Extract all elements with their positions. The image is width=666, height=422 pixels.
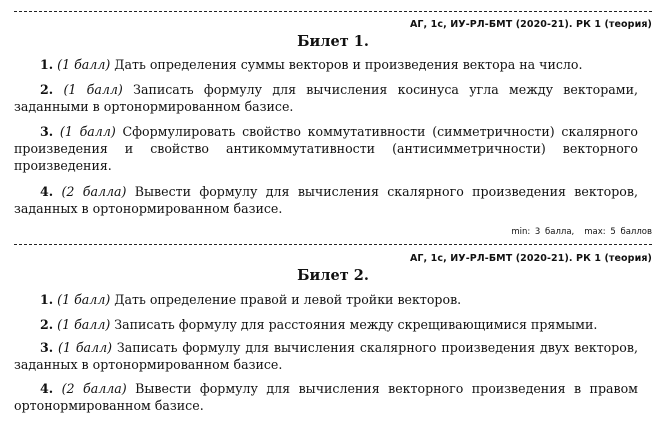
ticket-2-header: АГ, 1с, ИУ-РЛ-БМТ (2020-21). РК 1 (теория) bbox=[409, 253, 652, 264]
question-number: 4. bbox=[40, 184, 54, 199]
question-points: (2 балла) bbox=[61, 184, 127, 199]
ticket-2-question-1 bbox=[14, 291, 638, 308]
question-text: Вывести формулу для вычисления скалярного произведения векторов, заданных в ортонормированном базисе. bbox=[14, 184, 638, 216]
question-text: Дать определение правой и левой тройки векторов. bbox=[114, 292, 462, 307]
question-number: 3. bbox=[40, 124, 54, 139]
question-points: (1 балл) bbox=[58, 340, 113, 355]
question-number: 2. bbox=[40, 317, 54, 332]
ticket-2-question-4 bbox=[14, 380, 638, 414]
question-points: (2 балла) bbox=[61, 381, 127, 396]
question-text: Записать формулу для вычисления скалярного произведения двух векторов, заданных в ортонормированном базисе. bbox=[14, 340, 638, 372]
question-text: Дать определения суммы векторов и произведения вектора на число. bbox=[114, 57, 583, 72]
question-number: 1. bbox=[40, 57, 54, 72]
question-points: (1 балл) bbox=[63, 82, 123, 97]
question-number: 1. bbox=[40, 292, 54, 307]
score-min: min: 3 балла, bbox=[511, 227, 575, 237]
cut-line-top bbox=[14, 11, 652, 12]
score-max: max: 5 баллов bbox=[584, 227, 652, 237]
question-points: (1 балл) bbox=[57, 292, 111, 307]
ticket-2-question-3 bbox=[14, 339, 638, 373]
ticket-1-question-3 bbox=[14, 123, 638, 174]
ticket-2-title: Билет 2. bbox=[297, 267, 369, 284]
cut-line-middle bbox=[14, 244, 652, 245]
question-text: Записать формулу для расстояния между скрещивающимися прямыми. bbox=[114, 317, 598, 332]
question-text: Записать формулу для вычисления косинуса угла между векторами, заданными в ортонормированном базисе. bbox=[14, 82, 639, 114]
question-text: Вывести формулу для вычисления векторного произведения в правом ортонормированном базисе. bbox=[14, 381, 638, 413]
question-points: (1 балл) bbox=[59, 124, 116, 139]
ticket-1-question-4 bbox=[14, 183, 638, 217]
question-number: 2. bbox=[40, 82, 54, 97]
ticket-1-question-1 bbox=[14, 56, 638, 73]
ticket-1-score-range bbox=[511, 227, 652, 237]
question-number: 3. bbox=[40, 340, 54, 355]
question-points: (1 балл) bbox=[57, 57, 111, 72]
question-points: (1 балл) bbox=[57, 317, 111, 332]
ticket-1-header: АГ, 1с, ИУ-РЛ-БМТ (2020-21). РК 1 (теория) bbox=[409, 19, 652, 30]
ticket-1-title: Билет 1. bbox=[297, 33, 369, 50]
ticket-2-question-2 bbox=[14, 316, 638, 333]
question-text: Сформулировать свойство коммутативности (симметричности) скалярного произведения и свойство антикоммутативности (антисимметричности) векторного произведения. bbox=[14, 124, 639, 173]
question-number: 4. bbox=[40, 381, 54, 396]
ticket-1-question-2 bbox=[14, 81, 638, 115]
